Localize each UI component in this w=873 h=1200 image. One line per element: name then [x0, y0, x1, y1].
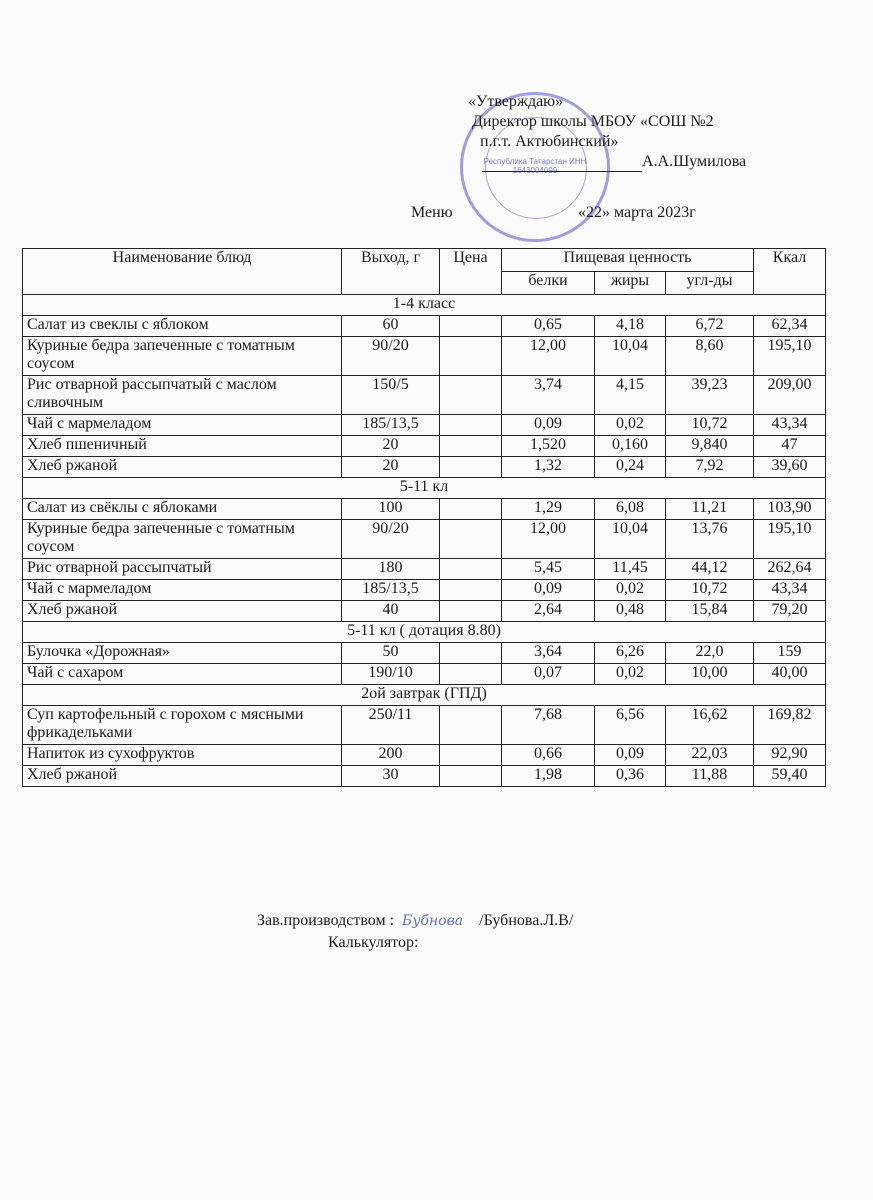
- table-row: [23, 499, 826, 520]
- dish-output: 185/13,5: [342, 415, 440, 436]
- dish-proteins: 1,520: [502, 436, 595, 457]
- col-proteins-header: белки: [502, 272, 595, 295]
- dish-proteins: 1,29: [502, 499, 595, 520]
- dish-name: Рис отварной рассыпчатый: [23, 559, 342, 580]
- dish-name: Рис отварной рассыпчатый с маслом сливочным: [23, 376, 342, 415]
- dish-price: [440, 766, 502, 787]
- col-name-header: Наименование блюд: [23, 249, 342, 295]
- dish-name: Чай с мармеладом: [23, 415, 342, 436]
- dish-output: 20: [342, 436, 440, 457]
- dish-name: Куриные бедра запеченные с томатным соусом: [23, 337, 342, 376]
- dish-proteins: 3,64: [502, 643, 595, 664]
- dish-kcal: 43,34: [754, 415, 826, 436]
- dish-kcal: 62,34: [754, 316, 826, 337]
- signature-underline: [482, 155, 642, 172]
- dish-price: [440, 643, 502, 664]
- section-title: 5-11 кл ( дотация 8.80): [23, 622, 826, 643]
- dish-proteins: 2,64: [502, 601, 595, 622]
- dish-kcal: 159: [754, 643, 826, 664]
- dish-carbs: 10,00: [666, 664, 754, 685]
- dish-proteins: 0,09: [502, 580, 595, 601]
- dish-proteins: 1,98: [502, 766, 595, 787]
- dish-price: [440, 457, 502, 478]
- dish-proteins: 7,68: [502, 706, 595, 745]
- dish-price: [440, 436, 502, 457]
- dish-price: [440, 499, 502, 520]
- dish-proteins: 0,09: [502, 415, 595, 436]
- dish-kcal: 209,00: [754, 376, 826, 415]
- dish-name: Салат из свеклы с яблоком: [23, 316, 342, 337]
- table-row: [23, 376, 826, 415]
- dish-output: 200: [342, 745, 440, 766]
- section-title: 1-4 класс: [23, 295, 826, 316]
- dish-kcal: 40,00: [754, 664, 826, 685]
- dish-price: [440, 664, 502, 685]
- dish-fats: 11,45: [595, 559, 666, 580]
- dish-carbs: 10,72: [666, 580, 754, 601]
- dish-carbs: 11,88: [666, 766, 754, 787]
- approve-heading: «Утверждаю»: [468, 93, 564, 110]
- dish-fats: 0,48: [595, 601, 666, 622]
- table-row: [23, 415, 826, 436]
- dish-kcal: 43,34: [754, 580, 826, 601]
- dish-proteins: 3,74: [502, 376, 595, 415]
- table-row: [23, 559, 826, 580]
- col-fats-header: жиры: [595, 272, 666, 295]
- table-row: [23, 601, 826, 622]
- dish-output: 185/13,5: [342, 580, 440, 601]
- table-row: [23, 457, 826, 478]
- dish-kcal: 103,90: [754, 499, 826, 520]
- dish-carbs: 39,23: [666, 376, 754, 415]
- dish-name: Напиток из сухофруктов: [23, 745, 342, 766]
- dish-name: Хлеб пшеничный: [23, 436, 342, 457]
- dish-carbs: 13,76: [666, 520, 754, 559]
- production-label: Зав.производством :: [257, 912, 395, 929]
- dish-carbs: 16,62: [666, 706, 754, 745]
- dish-kcal: 92,90: [754, 745, 826, 766]
- dish-name: Хлеб ржаной: [23, 457, 342, 478]
- table-row: [23, 664, 826, 685]
- director-signature-line: [482, 152, 746, 172]
- table-row: [23, 706, 826, 745]
- dish-fats: 10,04: [595, 520, 666, 559]
- dish-name: Чай с сахаром: [23, 664, 342, 685]
- dish-price: [440, 376, 502, 415]
- dish-output: 250/11: [342, 706, 440, 745]
- col-output-header: Выход, г: [342, 249, 440, 295]
- director-line: Директор школы МБОУ «СОШ №2: [472, 113, 714, 130]
- dish-name: Салат из свёклы с яблоками: [23, 499, 342, 520]
- handwritten-signature: Бубнова: [402, 913, 464, 929]
- dish-fats: 0,36: [595, 766, 666, 787]
- dish-price: [440, 316, 502, 337]
- col-nutrition-header: Пищевая ценность: [502, 249, 754, 272]
- dish-output: 150/5: [342, 376, 440, 415]
- dish-output: 30: [342, 766, 440, 787]
- dish-carbs: 6,72: [666, 316, 754, 337]
- dish-fats: 0,09: [595, 745, 666, 766]
- table-row: [23, 766, 826, 787]
- dish-price: [440, 601, 502, 622]
- town-line: п.г.т. Актюбинский»: [480, 133, 619, 150]
- dish-price: [440, 745, 502, 766]
- dish-carbs: 11,21: [666, 499, 754, 520]
- dish-kcal: 195,10: [754, 337, 826, 376]
- dish-proteins: 12,00: [502, 520, 595, 559]
- dish-output: 90/20: [342, 337, 440, 376]
- dish-kcal: 169,82: [754, 706, 826, 745]
- dish-price: [440, 520, 502, 559]
- dish-proteins: 0,66: [502, 745, 595, 766]
- production-name: /Бубнова.Л.В/: [479, 912, 574, 929]
- dish-price: [440, 706, 502, 745]
- dish-price: [440, 337, 502, 376]
- col-carbs-header: угл-ды: [666, 272, 754, 295]
- dish-fats: 10,04: [595, 337, 666, 376]
- section-title: 2ой завтрак (ГПД): [23, 685, 826, 706]
- dish-name: Чай с мармеладом: [23, 580, 342, 601]
- dish-price: [440, 415, 502, 436]
- table-row: [23, 436, 826, 457]
- dish-kcal: 79,20: [754, 601, 826, 622]
- dish-fats: 0,02: [595, 580, 666, 601]
- dish-output: 60: [342, 316, 440, 337]
- dish-name: Куриные бедра запеченные с томатным соусом: [23, 520, 342, 559]
- menu-date: «22» марта 2023г: [578, 204, 696, 221]
- table-row: [23, 580, 826, 601]
- dish-fats: 6,56: [595, 706, 666, 745]
- dish-output: 90/20: [342, 520, 440, 559]
- stamp-text: Республика Татарстан ИНН 1643004099: [483, 157, 587, 175]
- menu-table: [22, 248, 826, 787]
- dish-fats: 6,26: [595, 643, 666, 664]
- dish-carbs: 7,92: [666, 457, 754, 478]
- menu-title: Меню: [411, 204, 453, 221]
- calculator-label: Калькулятор:: [328, 934, 419, 951]
- dish-fats: 4,18: [595, 316, 666, 337]
- dish-output: 40: [342, 601, 440, 622]
- table-row: [23, 520, 826, 559]
- dish-carbs: 15,84: [666, 601, 754, 622]
- dish-fats: 0,24: [595, 457, 666, 478]
- dish-carbs: 9,840: [666, 436, 754, 457]
- dish-kcal: 195,10: [754, 520, 826, 559]
- dish-name: Булочка «Дорожная»: [23, 643, 342, 664]
- dish-price: [440, 559, 502, 580]
- dish-output: 190/10: [342, 664, 440, 685]
- col-price-header: Цена: [440, 249, 502, 295]
- dish-kcal: 262,64: [754, 559, 826, 580]
- dish-output: 20: [342, 457, 440, 478]
- dish-carbs: 22,03: [666, 745, 754, 766]
- dish-name: Хлеб ржаной: [23, 766, 342, 787]
- dish-fats: 6,08: [595, 499, 666, 520]
- dish-proteins: 1,32: [502, 457, 595, 478]
- dish-output: 50: [342, 643, 440, 664]
- dish-proteins: 12,00: [502, 337, 595, 376]
- table-row: [23, 745, 826, 766]
- dish-kcal: 47: [754, 436, 826, 457]
- table-row: [23, 316, 826, 337]
- dish-carbs: 22,0: [666, 643, 754, 664]
- director-name: А.А.Шумилова: [642, 153, 747, 170]
- dish-carbs: 10,72: [666, 415, 754, 436]
- dish-fats: 0,02: [595, 415, 666, 436]
- section-title: 5-11 кл: [23, 478, 826, 499]
- dish-output: 100: [342, 499, 440, 520]
- table-row: [23, 643, 826, 664]
- dish-proteins: 5,45: [502, 559, 595, 580]
- col-kcal-header: Ккал: [754, 249, 826, 295]
- dish-name: Суп картофельный с горохом с мясными фрикадельками: [23, 706, 342, 745]
- dish-carbs: 44,12: [666, 559, 754, 580]
- dish-fats: 0,160: [595, 436, 666, 457]
- dish-fats: 4,15: [595, 376, 666, 415]
- dish-proteins: 0,65: [502, 316, 595, 337]
- production-signature-line: [257, 912, 573, 930]
- table-row: [23, 337, 826, 376]
- dish-proteins: 0,07: [502, 664, 595, 685]
- dish-kcal: 39,60: [754, 457, 826, 478]
- dish-carbs: 8,60: [666, 337, 754, 376]
- dish-name: Хлеб ржаной: [23, 601, 342, 622]
- dish-kcal: 59,40: [754, 766, 826, 787]
- dish-price: [440, 580, 502, 601]
- dish-output: 180: [342, 559, 440, 580]
- dish-fats: 0,02: [595, 664, 666, 685]
